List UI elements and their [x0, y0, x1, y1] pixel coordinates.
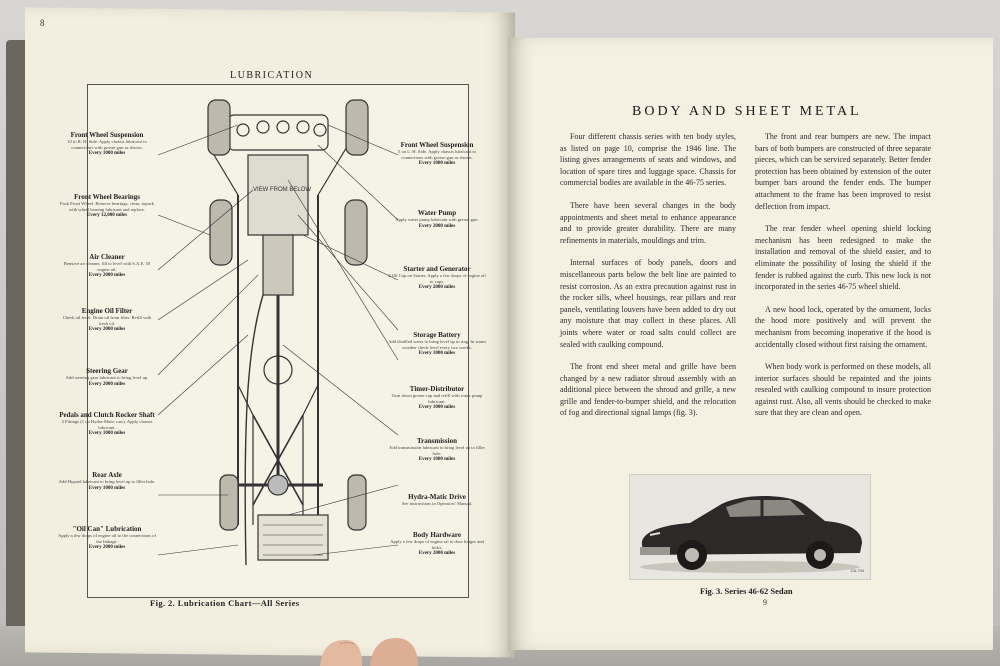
- paragraph: The rear fender wheel opening shield locking mechanism has been redesigned to make the installation and removal of the shield easier, and to eliminate the possibility of losing the shield if the fender is rubbed against the curb. This new lock is not incorporated in the series 46-75 wheel shield.: [755, 224, 931, 292]
- label-engine-oil-filter: Engine Oil Filter Check oil level. Drain oil from filter. Refill with fresh oil. Every 2000 miles: [62, 307, 152, 333]
- label-rear-axle: Rear Axle Add Hypoid lubricant to bring level up to filler hole. Every 1000 miles: [58, 471, 156, 491]
- right-page-number: 9: [763, 598, 767, 607]
- label-body-hardware: Body Hardware Apply a few drops of engine oil to door hinges and locks. Every 2000 miles: [390, 531, 484, 557]
- photo-id: CA-734: [850, 568, 864, 573]
- lubrication-title: LUBRICATION: [230, 70, 314, 81]
- label-transmission: Transmission Add transmission lubricant to bring level up to filler hole. Every 1000 miles: [389, 437, 485, 463]
- label-hydra-matic: Hydra-Matic Drive See instructions in Operators' Manual.: [401, 493, 473, 506]
- sedan-photo: [629, 474, 871, 580]
- body-sheet-metal-title: BODY AND SHEET METAL: [632, 104, 862, 119]
- label-front-wheel-bearings: Front Wheel Bearings Pack Front Wheel. Remove bearings, clean, repack with wheel bearing lubricant and replace. Every 12,000 miles: [60, 193, 154, 219]
- paragraph: Four different chassis series with ten body styles, as listed on page 10, comprise the 1946 line. The listing gives arrangements of seats and windows, and location of spare tires and luggage space. Chassis for commercial bodies are available in the 46-75 series.: [560, 132, 736, 188]
- sedan-car-image: [630, 475, 870, 579]
- view-from-below-label: VIEW FROM BELOW: [253, 187, 312, 193]
- label-oil-can: "Oil Can" Lubrication Apply a few drops of engine oil to the connections of the linkage. Every 2000 miles: [58, 525, 156, 551]
- left-page-number: 8: [40, 18, 45, 28]
- paragraph: A new hood lock, operated by the ornament, locks the hood more positively and will prevent the mechanism from becoming inoperative if the hood is accidentally closed without first raising the ornament.: [755, 304, 931, 349]
- label-steering-gear: Steering Gear Add steering gear lubricant to bring level up. Every 2000 miles: [65, 367, 149, 387]
- fig2-caption: Fig. 2. Lubrication Chart—All Series: [150, 598, 300, 608]
- label-air-cleaner: Air Cleaner Remove air cleaner, fill to level with S.A.E. 50 engine oil. Every 2000 miles: [63, 253, 151, 279]
- label-pedals-clutch: Pedals and Clutch Rocker Shaft 2 Fittings (1 on Hydra-Matic cars). Apply chassis lubricant. Every 1000 miles: [59, 411, 155, 437]
- hand-image: [300, 618, 460, 666]
- paragraph: Internal surfaces of body panels, doors and miscellaneous parts below the belt line are painted to resist corrosion. As an extra precaution against rust in the rocker sills, wheel housings, rear pillars and rear panels, ventilating louvers have been added to dry out any moisture that may collect in these places. All joints where water or road salts could collect are sealed with caulking compound.: [560, 258, 736, 349]
- paragraph: The front end sheet metal and grille have been changed by a new radiator shroud assembly with an additional piece between the shroud and grille, a new grille and fender-to-bumper shield, and the relocation of fog and directional signal lamps (fig. 3).: [560, 362, 736, 418]
- label-water-pump: Water Pump Apply water pump lubricant with grease gun. Every 2000 miles: [395, 209, 479, 229]
- label-front-wheel-suspension-left: Front Wheel Suspension 5 on L. H. Side. Apply chassis lubricant to connections with grease gun as shown. Every 1000 miles: [398, 141, 476, 167]
- label-front-wheel-suspension-right: Front Wheel Suspension 10 to R. H. Side. Apply chassis lubricant to connections with grease gun as shown. Every 1000 miles: [67, 131, 147, 157]
- lubrication-chart: [58, 84, 486, 598]
- paragraph: The front and rear bumpers are new. The impact bars of both bumpers are constructed of three separate pieces, which can be serviced separately. Better fender protection has been obtained by extension of the outer bumper bars around the fender ends. The bumper attachment to the frame has been improved to resist deflection from impact.: [755, 132, 931, 211]
- label-timer-distributor: Timer-Distributor Turn down grease cup and refill with water pump lubricant. Every 1000 miles: [391, 385, 483, 411]
- text-column-1: [560, 131, 736, 430]
- label-starter-generator: Starter and Generator 2 Oil Cup on Starter. Apply a few drops of engine oil to cups. Every 2000 miles: [388, 265, 486, 291]
- text-column-2: [755, 131, 931, 430]
- paragraph: When body work is performed on these models, all interior surfaces should be repainted and the joints resealed with caulking compound to insure protection against rust. Also, all vents should be checked to make sure that they are clean and open.: [755, 362, 931, 418]
- label-storage-battery: Storage Battery Add distilled water to bring level up to ring. In warm weather check level every two weeks. Every 1000 miles: [388, 331, 486, 357]
- fig3-caption: Fig. 3. Series 46-62 Sedan: [700, 586, 793, 596]
- paragraph: There have been several changes in the body appointments and sheet metal to enhance appearance and to provide greater durability. There are many refinements in materials, mouldings and trim.: [560, 200, 736, 245]
